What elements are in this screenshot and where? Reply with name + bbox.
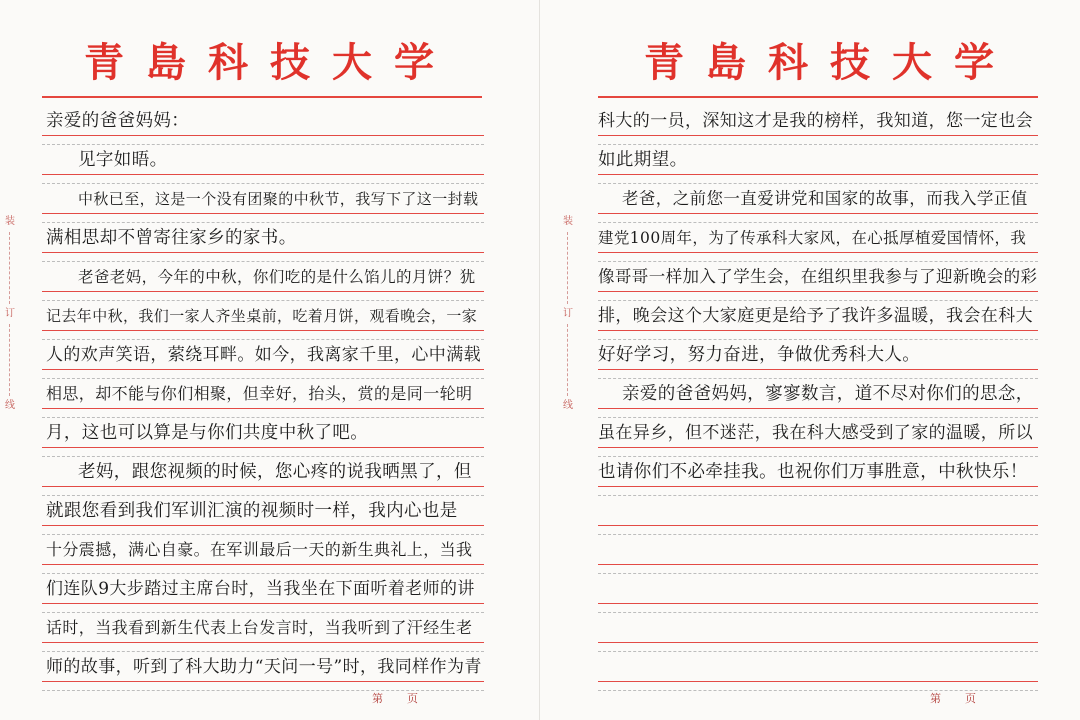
letter-text: 老爸，之前您一直爱讲党和国家的故事，而我入学正值 <box>622 189 1028 208</box>
letter-text: 话时，当我看到新生代表上台发言时，当我听到了汗经生老 <box>46 618 473 637</box>
letter-line <box>0 218 539 253</box>
ruled-line <box>598 408 1038 409</box>
university-header: 青島科技大学 <box>84 39 456 86</box>
ruled-line <box>42 525 484 526</box>
letter-line <box>540 413 1080 448</box>
letter-line <box>540 608 1080 643</box>
letter-text: 相思，却不能与你们相聚，但幸好，抬头，赏的是同一轮明 <box>46 384 473 403</box>
ruled-line <box>42 135 484 136</box>
ruled-line <box>598 369 1038 370</box>
letter-line <box>0 101 539 136</box>
letter-line <box>0 608 539 643</box>
footer-label: 第 <box>372 692 407 705</box>
university-header: 青島科技大学 <box>644 39 1016 86</box>
letter-line <box>0 569 539 604</box>
binding-margin <box>3 215 17 413</box>
ruled-line <box>598 681 1038 682</box>
letter-text: 十分震撼，满心自豪。在军训最后一天的新生典礼上，当我 <box>46 540 473 559</box>
letter-text: 师的故事，听到了科大助力“天问一号”时，我同样作为青 <box>46 657 482 677</box>
ruled-line <box>598 213 1038 214</box>
ruled-line <box>42 330 484 331</box>
ruled-line <box>42 486 484 487</box>
ruled-line <box>598 447 1038 448</box>
ruled-line <box>598 330 1038 331</box>
letter-text: 就跟您看到我们军训汇演的视频时一样，我内心也是 <box>46 501 458 521</box>
letter-line <box>0 452 539 487</box>
binding-mark: 装 <box>563 216 573 227</box>
letter-text: 像哥哥一样加入了学生会，在组织里我参与了迎新晚会的彩 <box>598 267 1038 286</box>
letter-text: 好好学习，努力奋进，争做优秀科大人。 <box>598 345 921 365</box>
ruled-line <box>42 603 484 604</box>
footer-label: 页 <box>965 692 1000 705</box>
right-letter-page <box>540 0 1080 720</box>
letter-line <box>540 530 1080 565</box>
header-rule <box>42 96 482 98</box>
letter-line <box>0 257 539 292</box>
letter-line <box>540 374 1080 409</box>
ruled-line <box>598 525 1038 526</box>
ruled-line <box>598 486 1038 487</box>
binding-margin <box>561 215 575 413</box>
footer-label: 第 <box>930 692 965 705</box>
ruled-line <box>598 252 1038 253</box>
header-rule <box>598 96 1038 98</box>
binding-mark: 装 <box>5 216 15 227</box>
letter-line <box>540 335 1080 370</box>
letter-text: 们连队9大步踏过主席台时，当我坐在下面听着老师的讲 <box>46 579 475 599</box>
letter-line <box>0 647 539 682</box>
letter-line <box>0 530 539 565</box>
letter-text: 记去年中秋，我们一家人齐坐桌前，吃着月饼，观看晚会，一家 <box>46 307 478 325</box>
ruled-line <box>598 564 1038 565</box>
binding-mark: 线 <box>5 400 15 411</box>
letter-text: 中秋已至，这是一个没有团聚的中秋节，我写下了这一封载 <box>78 190 479 208</box>
letter-text: 满相思却不曾寄往家乡的家书。 <box>46 228 297 248</box>
letter-text: 建党100周年，为了传承科大家风，在心抵厚植爱国情怀，我 <box>598 229 1027 247</box>
ruled-line <box>42 252 484 253</box>
ruled-line <box>598 135 1038 136</box>
letter-text: 老妈，跟您视频的时候，您心疼的说我晒黑了，但 <box>78 462 472 482</box>
letter-line <box>540 140 1080 175</box>
letter-line <box>0 491 539 526</box>
letter-line <box>0 374 539 409</box>
letter-line <box>540 452 1080 487</box>
letter-text: 如此期望。 <box>598 150 688 170</box>
letter-line <box>0 179 539 214</box>
ruled-line <box>598 603 1038 604</box>
letter-text: 亲爱的爸爸妈妈： <box>46 111 190 131</box>
ruled-line <box>598 291 1038 292</box>
ruled-line <box>598 174 1038 175</box>
letter-line <box>0 335 539 370</box>
letter-text: 亲爱的爸爸妈妈，寥寥数言，道不尽对你们的思念， <box>622 384 1034 404</box>
letter-line <box>540 647 1080 682</box>
ruled-line <box>42 291 484 292</box>
letter-text: 见字如晤。 <box>78 150 168 170</box>
page-footer <box>372 690 442 706</box>
ruled-line <box>42 408 484 409</box>
ruled-line <box>42 564 484 565</box>
letter-text: 排，晚会这个大家庭更是给予了我许多温暖，我会在科大 <box>598 306 1033 326</box>
letter-text: 虽在异乡，但不迷茫，我在科大感受到了家的温暖，所以 <box>598 423 1033 443</box>
ruled-line <box>42 174 484 175</box>
letter-line <box>540 101 1080 136</box>
ruled-line <box>42 369 484 370</box>
binding-mark: 订 <box>563 308 573 319</box>
page-footer <box>930 690 1000 706</box>
binding-mark: 订 <box>5 308 15 319</box>
ruled-line <box>42 681 484 682</box>
letter-line <box>540 257 1080 292</box>
letter-line <box>540 491 1080 526</box>
letter-text: 也请你们不必牵挂我。也祝你们万事胜意，中秋快乐！ <box>598 462 1028 482</box>
letter-line <box>540 179 1080 214</box>
letter-line <box>540 569 1080 604</box>
letter-line <box>0 296 539 331</box>
letter-text: 科大的一员，深知这才是我的榜样，我知道，您一定也会 <box>598 111 1033 131</box>
letter-text: 人的欢声笑语，萦绕耳畔。如今，我离家千里，心中满载 <box>46 345 481 365</box>
ruled-line <box>42 642 484 643</box>
ruled-line <box>598 642 1038 643</box>
binding-mark: 线 <box>563 400 573 411</box>
letter-line <box>540 218 1080 253</box>
footer-label: 页 <box>407 692 442 705</box>
letter-text: 月，这也可以算是与你们共度中秋了吧。 <box>46 423 369 443</box>
letter-text: 老爸老妈，今年的中秋，你们吃的是什么馅儿的月饼？犹 <box>78 268 476 286</box>
letter-line <box>0 140 539 175</box>
letter-line <box>540 296 1080 331</box>
ruled-line <box>42 447 484 448</box>
ruled-line <box>42 213 484 214</box>
letter-line <box>0 413 539 448</box>
